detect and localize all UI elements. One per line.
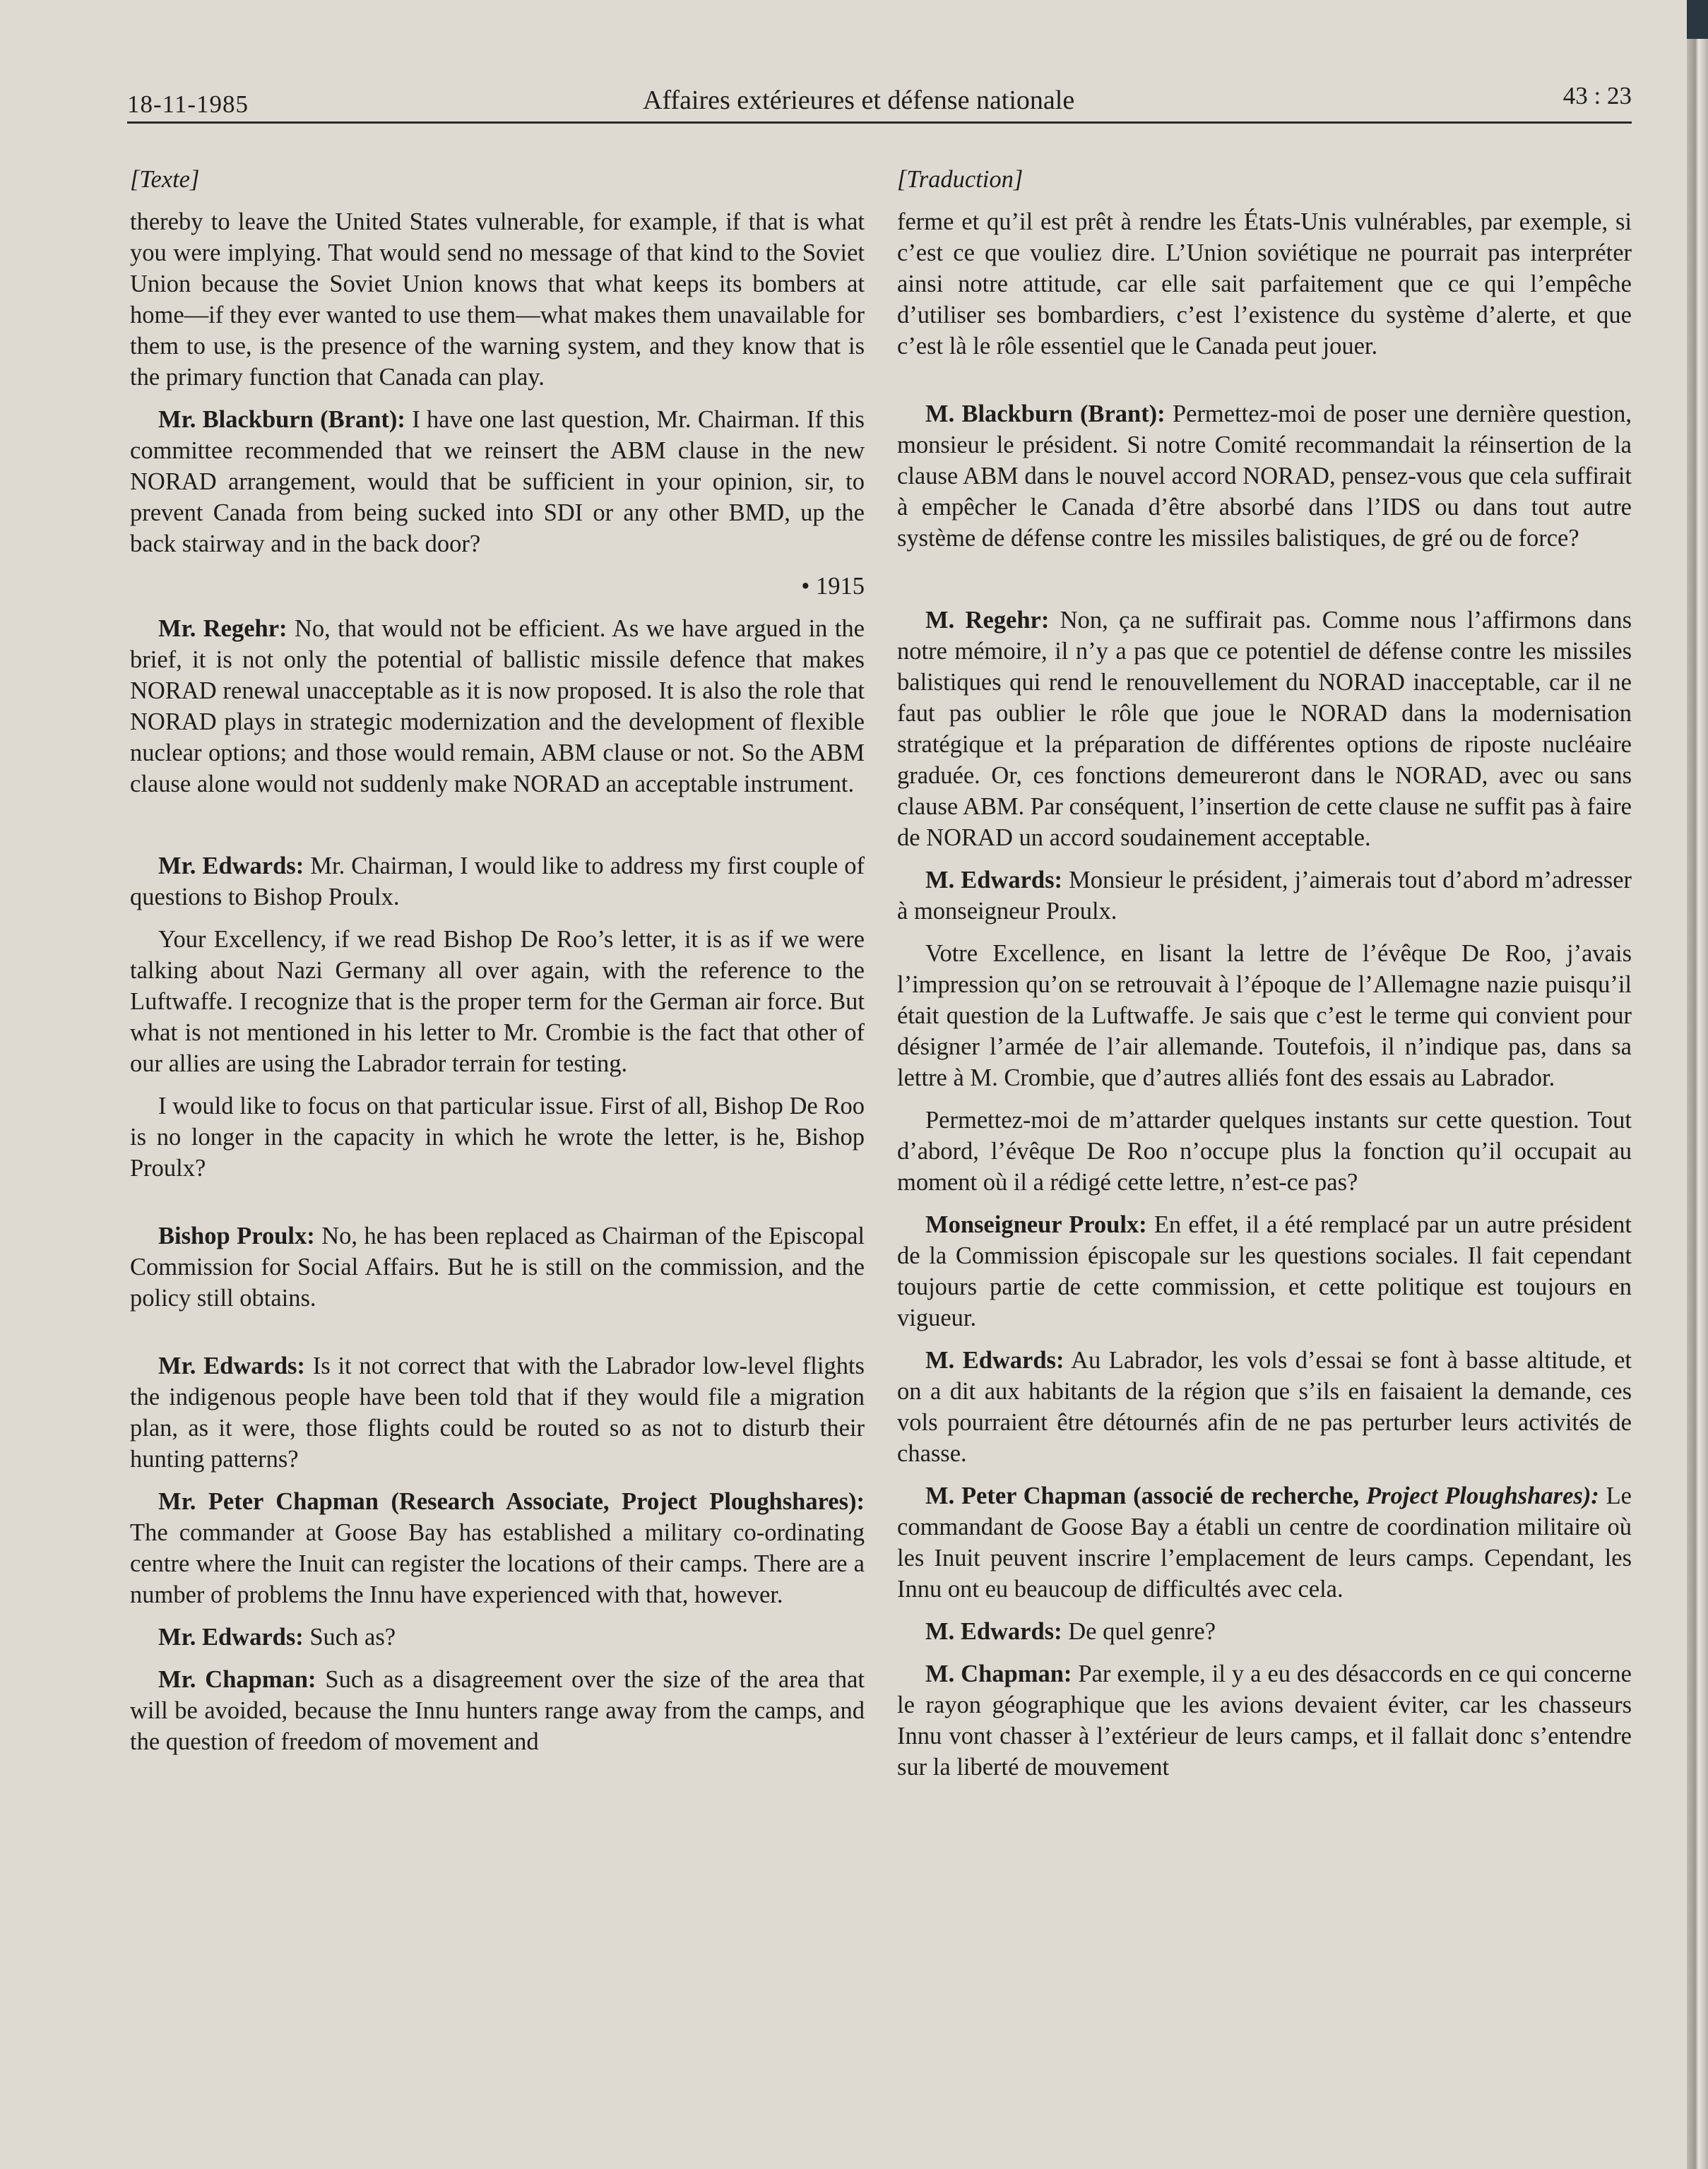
- speech-text: Such as?: [303, 1624, 396, 1651]
- speaker-name: M. Peter Chapman (associé de recherche,: [925, 1482, 1366, 1509]
- speaker-name: Mr. Edwards:: [158, 1624, 304, 1651]
- header-title: Affaires extérieures et défense nationale: [643, 85, 1075, 115]
- speech-text: No, that would not be efficient. As we have argued in the brief, it is not only the potential of ballistic missile defence that makes NORAD renewal unacceptable as it is now proposed. It is also the role that NORAD plays in strategic modernization and the development of flexible nuclear options; and those would remain, ABM clause or not. So the ABM clause alone would not suddenly make NORAD an acceptable instrument.: [130, 615, 865, 797]
- paragraph: thereby to leave the United States vulnerable, for example, if that is what you were implying. That would send no message of that kind to the Soviet Union because the Soviet Union knows that what keeps its bombers at home—if they ever wanted to use them—what makes them unavailable for them to use, is the presence of the warning system, and they know that is the primary function that Canada can play.: [130, 208, 865, 391]
- french-column: [897, 164, 1632, 1794]
- speech-text: Non, ça ne suffirait pas. Comme nous l’affirmons dans notre mémoire, il n’y a pas que ce potentiel de défense contre les missiles balistiques qui rend le renouvellement du NORAD inacceptable, car il ne faut pas oublier le rôle que joue le NORAD dans la modernisation stratégique et la préparation de différentes options de riposte nucléaire graduée. Or, ces fonctions demeureront dans le NORAD, avec ou sans clause ABM. Par conséquent, l’insertion de cette clause ne suffit pas à faire de NORAD un accord soudainement acceptable.: [897, 607, 1632, 851]
- paragraph: Votre Excellence, en lisant la lettre de l’évêque De Roo, j’avais l’impression qu’on se retrouvait à l’époque de l’Allemagne nazie puisqu’il était question de la Luftwaffe. Je sais que c’est le terme qui convient pour désigner l’armée de l’air allemande. Toutefois, il n’indique pas, dans sa lettre à M. Crombie, que d’autres alliés font des essais au Labrador.: [897, 940, 1632, 1091]
- paragraph: [130, 1486, 865, 1610]
- speech-text: Permettez-moi de poser une dernière question, monsieur le président. Si notre Comité recommandait la réinsertion de la clause ABM dans le nouvel accord NORAD, pensez-vous que cela suffirait à empêcher le Canada d’être absorbé dans l’IDS ou dans tout autre système de défense contre les missiles balistiques, de gré ou de force?: [897, 400, 1632, 552]
- speaker-name: M. Edwards:: [925, 867, 1063, 893]
- paragraph: [130, 1220, 865, 1314]
- speaker-name: M. Edwards:: [925, 1347, 1064, 1374]
- column-label: [Traduction]: [897, 166, 1024, 193]
- paragraph: I would like to focus on that particular issue. First of all, Bishop De Roo is no longer in the capacity in which he wrote the letter, is he, Bishop Proulx?: [130, 1093, 865, 1182]
- paragraph: Your Excellency, if we read Bishop De Roo’s letter, it is as if we were talking about Nazi Germany all over again, with the reference to the Luftwaffe. I recognize that is the proper term for the German air force. But what is not mentioned in his letter to Mr. Crombie is the fact that other of our allies are using the Labrador terrain for testing.: [130, 926, 865, 1077]
- paragraph: [130, 1350, 865, 1475]
- paragraph: [130, 1622, 865, 1653]
- speaker-name: Mr. Peter Chapman (Research Associate, Project Ploughshares):: [158, 1488, 865, 1515]
- speech-text: Is it not correct that with the Labrador low-level flights the indigenous people have been told that if they would file a migration plan, as it were, those flights could be routed so as not to disturb their hunting patterns?: [130, 1353, 865, 1473]
- speech-text: Par exemple, il y a eu des désaccords en ce qui concerne le rayon géographique que les avions devaient éviter, car les chasseurs Innu vont chasser à l’extérieur de leurs camps, et il fallait donc s’entendre sur la liberté de mouvement: [897, 1660, 1632, 1781]
- speaker-name: Mr. Edwards:: [158, 852, 304, 879]
- paragraph: [130, 613, 865, 800]
- speech-text: The commander at Goose Bay has established a military co-ordinating centre where the Inuit can register the locations of their camps. There are a number of problems the Innu have experienced with that, however.: [130, 1519, 865, 1608]
- paragraph: ferme et qu’il est prêt à rendre les États-Unis vulnérables, par exemple, si c’est ce que vouliez dire. L’Union soviétique ne pourrait pas interpréter ainsi notre attitude, car elle sait parfaitement que ce qui l’empêche d’utiliser ses bombardiers, c’est l’existence du système d’alerte, et que c’est là le rôle essentiel que le Canada peut jouer.: [897, 208, 1632, 359]
- page-edge: [1687, 0, 1708, 2169]
- time-marker: • 1915: [801, 573, 865, 600]
- header-date: 18-11-1985: [127, 90, 249, 118]
- speaker-name: M. Edwards:: [925, 1618, 1062, 1645]
- paragraph: [897, 864, 1632, 927]
- speaker-name: M. Blackburn (Brant):: [925, 400, 1166, 427]
- speaker-name: M. Chapman:: [925, 1660, 1072, 1687]
- speech-text: Monsieur le président, j’aimerais tout d’abord m’adresser à monseigneur Proulx.: [897, 867, 1632, 925]
- paragraph: [130, 1664, 865, 1757]
- paragraph: [897, 605, 1632, 853]
- speaker-name: Bishop Proulx:: [158, 1223, 315, 1249]
- paragraph: [897, 1658, 1632, 1783]
- header-page-number: 43 : 23: [1562, 82, 1632, 109]
- header-rule: [127, 121, 1632, 124]
- speech-text: Such as a disagreement over the size of the area that will be avoided, because the Innu hunters range away from the camps, and the question of freedom of movement and: [130, 1666, 865, 1755]
- paragraph: [130, 850, 865, 913]
- speaker-name: Mr. Blackburn (Brant):: [158, 406, 405, 433]
- speech-text: Mr. Chairman, I would like to address my first couple of questions to Bishop Proulx.: [130, 852, 865, 910]
- paragraph: [897, 1209, 1632, 1333]
- page-header: [127, 82, 1632, 124]
- speech-text: De quel genre?: [1062, 1618, 1216, 1645]
- speech-text: I have one last question, Mr. Chairman. If this committee recommended that we reinsert the ABM clause in the new NORAD arrangement, would that be sufficient in your opinion, sir, to prevent Canada from being sucked into SDI or any other BMD, up the back stairway and in the back door?: [130, 406, 865, 557]
- speaker-name: M. Regehr:: [925, 607, 1050, 634]
- paragraph: Permettez-moi de m’attarder quelques instants sur cette question. Tout d’abord, l’évêque De Roo n’occupe plus la fonction qu’il occupait au moment où il a rédigé cette lettre, n’est-ce pas?: [897, 1107, 1632, 1196]
- paragraph: [897, 1480, 1632, 1605]
- paragraph: [130, 404, 865, 559]
- paragraph: [897, 1345, 1632, 1469]
- speech-text: Le commandant de Goose Bay a établi un centre de coordination militaire où les Inuit peuvent inscrire l’emplacement de leurs camps. Cependant, les Innu ont eu beaucoup de difficultés avec cela.: [897, 1482, 1632, 1603]
- speech-text: No, he has been replaced as Chairman of the Episcopal Commission for Social Affairs. But he is still on the commission, and the policy still obtains.: [130, 1223, 865, 1312]
- paragraph: [897, 1616, 1632, 1647]
- speaker-name-italic: Project Ploughshares):: [1365, 1482, 1599, 1509]
- paragraph: [897, 398, 1632, 554]
- speech-text: En effet, il a été remplacé par un autre président de la Commission épiscopale sur les questions sociales. Il fait cependant toujours partie de cette commission, et cette politique est toujours en vigueur.: [897, 1211, 1632, 1331]
- column-label: [Texte]: [130, 166, 200, 193]
- speaker-name: Monseigneur Proulx:: [925, 1211, 1147, 1238]
- speech-text: Au Labrador, les vols d’essai se font à basse altitude, et on a dit aux habitants de la région que s’ils en faisaient la demande, ces vols pourraient être détournés afin de ne pas perturber leurs activités de chasse.: [897, 1347, 1632, 1467]
- english-column: [130, 164, 865, 1769]
- speaker-name: Mr. Chapman:: [158, 1666, 316, 1693]
- speaker-name: Mr. Regehr:: [158, 615, 287, 642]
- speaker-name: Mr. Edwards:: [158, 1353, 305, 1379]
- binder-corner: [1687, 0, 1708, 39]
